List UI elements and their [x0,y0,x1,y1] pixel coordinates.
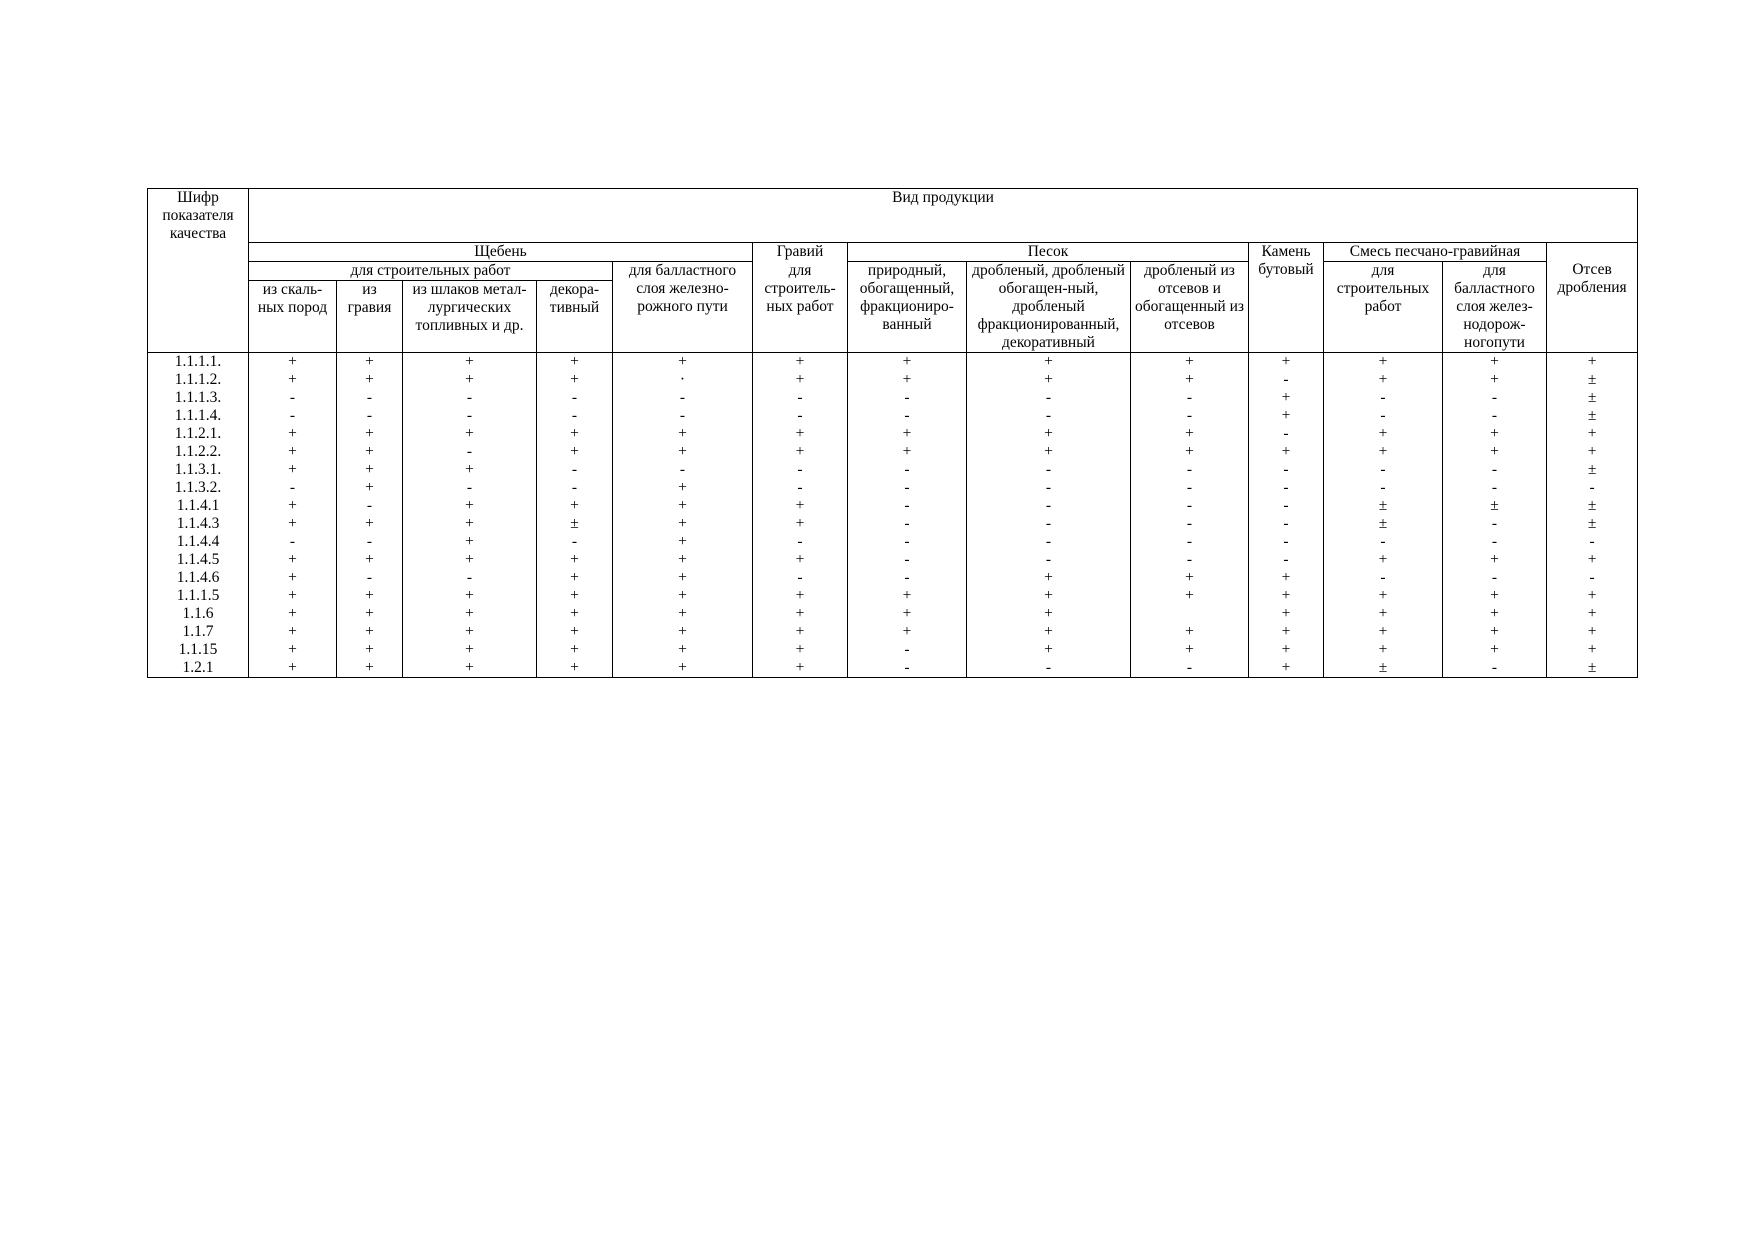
table-cell: + [537,443,613,461]
table-cell: + [1324,641,1443,659]
table-cell: + [337,461,403,479]
code-column-header: Шифр показателя качества [148,189,249,353]
table-cell: - [337,407,403,425]
table-cell: + [403,605,537,623]
table-cell: + [1547,551,1638,569]
table-cell: + [1131,587,1249,605]
table-cell: + [537,353,613,372]
table-cell: - [249,479,337,497]
table-cell [1131,605,1249,623]
table-cell: + [249,353,337,372]
table-row [148,425,1638,443]
table-row [148,515,1638,533]
table-row [148,605,1638,623]
table-cell: - [1324,479,1443,497]
table-cell: - [1547,479,1638,497]
table-cell: + [613,623,753,641]
table-cell: + [1249,389,1324,407]
table-cell: + [537,587,613,605]
table-cell: - [967,389,1131,407]
table-cell: - [848,497,967,515]
table-cell: + [753,515,848,533]
table-cell: - [403,407,537,425]
table-cell: - [1249,371,1324,389]
table-body [148,353,1638,678]
table-cell: - [967,551,1131,569]
table-cell: + [537,425,613,443]
table-cell: ± [1443,497,1547,515]
table-cell: + [753,425,848,443]
table-cell: + [848,623,967,641]
table-cell: + [249,623,337,641]
table-cell: + [403,641,537,659]
gravel-construction-header: для строитель-ных работ [753,262,848,353]
table-cell: - [1131,407,1249,425]
table-cell: - [1324,389,1443,407]
table-cell: - [1547,533,1638,551]
table-cell: + [337,587,403,605]
table-cell: + [249,443,337,461]
decorative-header: декора-тивный [537,281,613,353]
table-cell: + [403,533,537,551]
table-cell: + [537,569,613,587]
mix-construction-header: для строительных работ [1324,262,1443,353]
table-cell: + [1324,443,1443,461]
table-cell: + [337,515,403,533]
table-cell: ± [1324,515,1443,533]
table-cell: + [967,371,1131,389]
table-cell: + [613,443,753,461]
table-cell: - [1131,497,1249,515]
table-cell: + [848,443,967,461]
row-code: 1.2.1 [148,659,249,678]
table-cell: - [1324,533,1443,551]
table-cell: + [1249,407,1324,425]
table-cell: + [967,623,1131,641]
table-cell: + [1547,353,1638,372]
table-cell: + [1324,353,1443,372]
table-cell: + [337,659,403,678]
table-cell: - [753,533,848,551]
table-cell: + [403,659,537,678]
table-cell: + [1249,587,1324,605]
table-cell: + [1131,371,1249,389]
table-row [148,641,1638,659]
table-cell: - [967,479,1131,497]
table-cell: + [1324,425,1443,443]
table-cell: + [1249,641,1324,659]
table-cell: + [1324,587,1443,605]
table-cell: - [537,479,613,497]
table-cell: + [613,425,753,443]
table-cell: + [753,551,848,569]
table-cell: + [1131,353,1249,372]
table-cell: + [1443,371,1547,389]
table-cell: - [848,461,967,479]
table-cell: + [1249,659,1324,678]
table-cell: - [1443,533,1547,551]
table-cell: + [613,353,753,372]
table-cell: + [1324,551,1443,569]
table-cell: - [1443,389,1547,407]
table-cell: ± [1547,407,1638,425]
table-cell: - [403,569,537,587]
table-cell: + [403,623,537,641]
table-cell: - [848,569,967,587]
table-cell: + [1443,605,1547,623]
sand-header: Песок [848,243,1249,262]
table-cell: - [1249,515,1324,533]
table-cell: - [1131,389,1249,407]
table-row [148,533,1638,551]
table-cell: - [1249,461,1324,479]
mix-ballast-header: для балластного слоя желез-нодорож-ногопути [1443,262,1547,353]
table-cell: + [1443,443,1547,461]
table-cell: + [753,371,848,389]
table-cell: + [249,641,337,659]
table-cell: + [1131,641,1249,659]
table-cell: + [753,587,848,605]
table-cell: + [613,515,753,533]
sand-crushed-header: дробленый, дробленый обогащен-ный, дробленый фракционированный, декоративный [967,262,1131,353]
table-cell: + [337,551,403,569]
table-cell: + [613,659,753,678]
table-cell: · [613,371,753,389]
table-cell: - [848,551,967,569]
table-cell: + [249,587,337,605]
sand-natural-header: природный, обогащенный, фракциониро-ванный [848,262,967,353]
table-cell: + [753,443,848,461]
table-cell: - [1324,461,1443,479]
row-code: 1.1.4.5 [148,551,249,569]
table-row [148,659,1638,678]
table-row [148,623,1638,641]
table-row [148,479,1638,497]
row-code: 1.1.2.2. [148,443,249,461]
table-cell: - [848,641,967,659]
table-cell: - [1131,461,1249,479]
table-cell: + [1547,605,1638,623]
table-row [148,353,1638,372]
table-cell: + [1547,641,1638,659]
table-cell: ± [1547,497,1638,515]
table-row [148,407,1638,425]
row-code: 1.1.1.1. [148,353,249,372]
table-row [148,551,1638,569]
table-cell: + [1131,623,1249,641]
table-cell: + [337,623,403,641]
table-cell: - [613,407,753,425]
table-cell: + [753,605,848,623]
table-cell: ± [1547,389,1638,407]
table-cell: + [249,461,337,479]
table-cell: + [1443,641,1547,659]
table-cell: ± [1547,371,1638,389]
table-cell: - [1443,515,1547,533]
shcheben-header: Щебень [249,243,753,262]
table-cell: + [753,641,848,659]
shcheben-construction-header: для строительных работ [249,262,613,281]
table-cell: + [403,371,537,389]
table-cell: + [967,353,1131,372]
table-cell: - [967,407,1131,425]
table-cell: + [403,515,537,533]
table-cell: ± [537,515,613,533]
table-cell: + [537,623,613,641]
table-cell: - [967,515,1131,533]
table-cell: + [1547,443,1638,461]
table-cell: - [1131,659,1249,678]
row-code: 1.1.1.5 [148,587,249,605]
table-cell: - [1131,515,1249,533]
row-code: 1.1.4.4 [148,533,249,551]
table-cell: - [967,533,1131,551]
table-cell: ± [1547,461,1638,479]
table-cell: - [1443,659,1547,678]
table-cell: + [753,497,848,515]
table-row [148,569,1638,587]
table-cell: - [1443,569,1547,587]
table-cell: - [1249,497,1324,515]
table-cell: - [403,443,537,461]
table-cell: + [967,425,1131,443]
table-cell: + [403,353,537,372]
table-cell: + [1443,623,1547,641]
table-cell: + [537,641,613,659]
table-cell: + [249,425,337,443]
table-cell: + [613,605,753,623]
table-cell: - [337,389,403,407]
quality-table [147,188,1638,678]
table-cell: - [848,407,967,425]
table-cell: + [249,659,337,678]
table-cell: - [403,479,537,497]
row-code: 1.1.4.3 [148,515,249,533]
table-cell: - [337,533,403,551]
table-cell: + [337,641,403,659]
row-code: 1.1.4.1 [148,497,249,515]
table-cell: + [753,353,848,372]
table-cell: - [337,497,403,515]
table-cell: + [337,479,403,497]
table-cell: - [753,479,848,497]
table-cell: - [1249,533,1324,551]
table-cell: - [967,461,1131,479]
table-cell: - [848,515,967,533]
table-cell: + [1443,587,1547,605]
table-cell: - [753,389,848,407]
table-cell: + [403,461,537,479]
table-cell: - [537,533,613,551]
stone-header: Камень бутовый [1249,243,1324,353]
table-cell: + [403,425,537,443]
table-cell: ± [1547,515,1638,533]
table-cell: - [753,407,848,425]
table-cell: + [1547,425,1638,443]
table-cell: + [537,371,613,389]
table-cell: + [1443,353,1547,372]
table-cell: + [967,443,1131,461]
table-cell: + [537,659,613,678]
table-cell: + [249,569,337,587]
table-cell: - [1443,479,1547,497]
table-cell: - [753,569,848,587]
table-cell: + [967,569,1131,587]
table-cell: + [249,515,337,533]
table-cell: + [613,569,753,587]
table-cell: + [1131,425,1249,443]
table-cell: + [337,605,403,623]
row-code: 1.1.6 [148,605,249,623]
from-gravel-header: из гравия [337,281,403,353]
table-cell: + [848,371,967,389]
table-cell: + [337,371,403,389]
table-cell: - [1131,533,1249,551]
table-row [148,461,1638,479]
table-row [148,371,1638,389]
table-cell: + [848,605,967,623]
table-cell: + [613,641,753,659]
table-cell: + [337,353,403,372]
table-cell: - [848,533,967,551]
table-cell: + [613,479,753,497]
table-cell: - [1131,479,1249,497]
table-cell: - [537,461,613,479]
table-cell: - [613,389,753,407]
table-cell: + [1249,605,1324,623]
table-cell: - [753,461,848,479]
table-cell: - [1324,569,1443,587]
table-cell: + [537,497,613,515]
table-cell: - [967,497,1131,515]
table-cell: - [613,461,753,479]
table-cell: + [613,533,753,551]
table-cell: + [403,497,537,515]
row-code: 1.1.7 [148,623,249,641]
table-cell: - [1249,479,1324,497]
table-row [148,497,1638,515]
row-code: 1.1.1.2. [148,371,249,389]
table-cell: - [1443,461,1547,479]
table-cell: + [1443,551,1547,569]
table-cell: + [1547,587,1638,605]
gravel-header: Гравий [753,243,848,262]
table-cell: ± [1324,497,1443,515]
table-cell: + [753,623,848,641]
table-cell: - [403,389,537,407]
table-cell: - [337,569,403,587]
table-cell: + [537,551,613,569]
table-cell: + [337,443,403,461]
table-cell: + [967,605,1131,623]
shcheben-ballast-header: для балластного слоя железно-рожного пути [613,262,753,353]
table-row [148,443,1638,461]
table-cell: + [613,551,753,569]
table-cell: + [848,353,967,372]
table-cell: - [848,389,967,407]
row-code: 1.1.2.1. [148,425,249,443]
table-cell: + [967,587,1131,605]
table-cell: + [1324,623,1443,641]
table-row [148,587,1638,605]
table-cell: + [613,497,753,515]
table-cell: + [967,641,1131,659]
table-cell: - [1547,569,1638,587]
table-cell: - [249,407,337,425]
table-cell: - [249,533,337,551]
table-cell: + [403,551,537,569]
table-cell: + [537,605,613,623]
table-cell: + [403,587,537,605]
mix-header: Смесь песчано-гравийная [1324,243,1547,262]
table-cell: + [1547,623,1638,641]
table-cell: - [848,659,967,678]
screenings-header: Отсев дробления [1547,243,1638,353]
row-code: 1.1.15 [148,641,249,659]
table-cell: + [1249,443,1324,461]
table-cell: + [1324,371,1443,389]
table-cell: + [1249,569,1324,587]
table-cell: + [848,587,967,605]
table-cell: + [613,587,753,605]
table-cell: - [1131,551,1249,569]
table-cell: + [249,605,337,623]
table-cell: ± [1547,659,1638,678]
table-cell: + [249,371,337,389]
table-cell: ± [1324,659,1443,678]
slag-header: из шлаков метал-лургических топливных и др. [403,281,537,353]
table-cell: + [848,425,967,443]
table-cell: + [753,659,848,678]
table-cell: - [967,659,1131,678]
rock-header: из скаль-ных пород [249,281,337,353]
table-cell: + [249,497,337,515]
table-cell: - [249,389,337,407]
table-cell: + [337,425,403,443]
table-cell: + [1249,353,1324,372]
table-cell: + [1324,605,1443,623]
table-cell: - [1249,425,1324,443]
table-cell: + [1443,425,1547,443]
row-code: 1.1.1.4. [148,407,249,425]
table-cell: + [1131,443,1249,461]
table-cell: - [537,407,613,425]
table-cell: - [1443,407,1547,425]
table-row [148,389,1638,407]
row-code: 1.1.3.2. [148,479,249,497]
table-cell: + [249,551,337,569]
table-cell: - [848,479,967,497]
product-type-header: Вид продукции [249,189,1638,243]
table-cell: - [537,389,613,407]
table-cell: - [1324,407,1443,425]
row-code: 1.1.1.3. [148,389,249,407]
sand-from-screenings-header: дробленый из отсевов и обогащенный из отсевов [1131,262,1249,353]
row-code: 1.1.3.1. [148,461,249,479]
table-cell: - [1249,551,1324,569]
row-code: 1.1.4.6 [148,569,249,587]
table-cell: + [1131,569,1249,587]
table-cell: + [1249,623,1324,641]
